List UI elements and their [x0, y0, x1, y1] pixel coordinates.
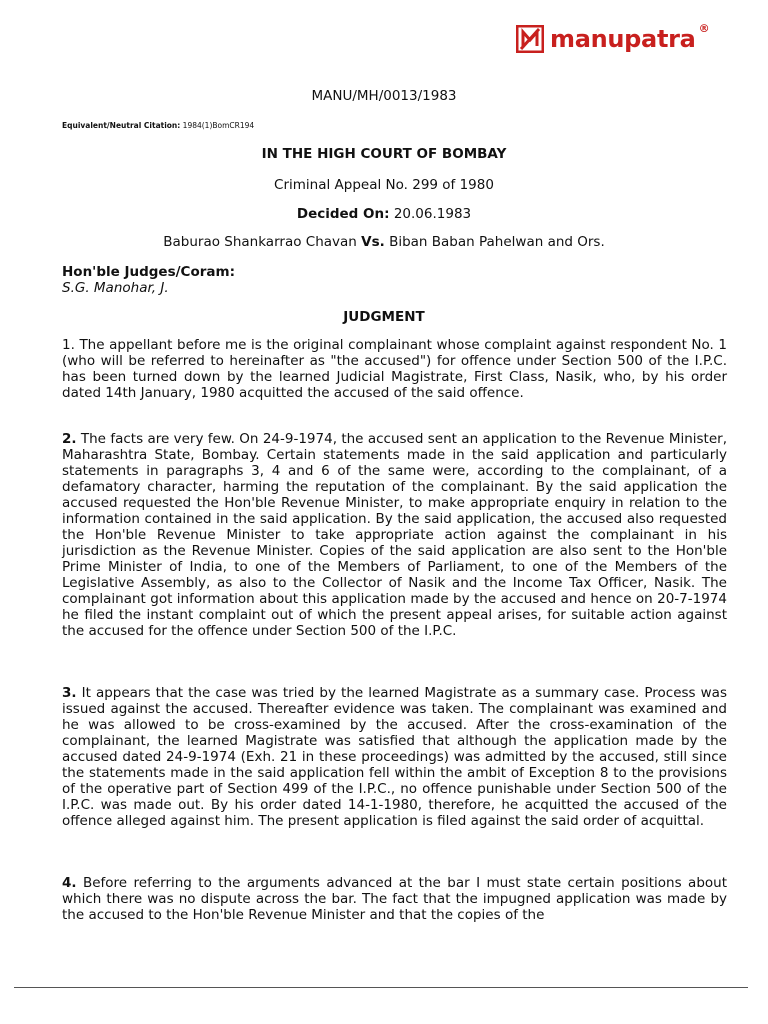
- paragraph-text: Before referring to the arguments advanced at the bar I must state certain positions about which there was no dispute across the bar. The fact that the impugned application was made by the accused to the Hon'ble Revenue Minister and that the copies of the: [62, 875, 727, 923]
- judgment-heading: JUDGMENT: [343, 309, 425, 325]
- citation-line: [62, 121, 254, 130]
- judges-heading: Hon'ble Judges/Coram:: [62, 264, 235, 280]
- appellant-name: Baburao Shankarrao Chavan: [163, 234, 357, 250]
- paragraph-text: 1. The appellant before me is the original complainant whose complaint against respondent No. 1 (who will be referred to hereinafter as "the accused") for offence under Section 500 of the I.P.C. has been turned down by the learned Judicial Magistrate, First Class, Nasik, who, by his order dated 14th January, 1980 acquitted the accused of the said offence.: [62, 337, 727, 401]
- paragraph-1: [62, 337, 727, 401]
- paragraph-text: The facts are very few. On 24-9-1974, the accused sent an application to the Revenue Minister, Maharashtra State, Bombay. Certain statements made in the said application and particularly statements in paragraphs 3, 4 and 6 of the same were, according to the complainant, of a defamatory character, harming the reputation of the complainant. By the said application the accused requested the Hon'ble Revenue Minister, to make appropriate enquiry in relation to the information contained in the said application. By the said application, the accused also requested the Hon'ble Revenue Minister to take appropriate action against the complainant in his jurisdiction as the Revenue Minister. Copies of the said application are also sent to the Hon'ble Prime Minister of India, to one of the Members of Parliament, to one of the Members of the Legislative Assembly, as also to the Collector of Nasik and the Income Tax Officer, Nasik. The complainant got information about this application made by the accused and hence on 20-7-1974 he filed the instant complaint out of which the present appeal arises, for suitable action against the accused for the offence under Section 500 of the I.P.C.: [62, 431, 727, 639]
- parties: [0, 234, 768, 250]
- decided-date: 20.06.1983: [393, 206, 472, 222]
- footer-divider: [14, 987, 748, 988]
- appeal-number: Criminal Appeal No. 299 of 1980: [274, 177, 494, 193]
- citation-label: Equivalent/Neutral Citation:: [62, 121, 181, 130]
- paragraph-number: 2.: [62, 431, 77, 447]
- manupatra-logo: [516, 22, 710, 56]
- logo-text: manupatra: [550, 25, 696, 53]
- decided-label: Decided On:: [296, 206, 390, 222]
- paragraph-number: 3.: [62, 685, 77, 701]
- paragraph-text: It appears that the case was tried by the learned Magistrate as a summary case. Process was issued against the accused. Thereafter evidence was taken. The complainant was examined and he was allowed to be cross-examined by the accused. After the cross-examination of the complainant, the learned Magistrate was satisfied that although the application made by the accused dated 24-9-1974 (Exh. 21 in these proceedings) was admitted by the accused, still since the statements made in the said application fell within the ambit of Exception 8 to the provisions of the operative part of Section 499 of the I.P.C., no offence punishable under Section 500 of the I.P.C. was made out. By his order dated 14-1-1980, therefore, he acquitted the accused of the offence alleged against him. The present application is filed against the said order of acquittal.: [62, 685, 727, 829]
- paragraph-2: [62, 431, 727, 639]
- manupatra-logo-icon: [516, 25, 544, 53]
- decided-on: [0, 206, 768, 222]
- citation-value: 1984(1)BomCR194: [182, 121, 255, 130]
- registered-mark: ®: [698, 22, 710, 35]
- respondent-name: Biban Baban Pahelwan and Ors.: [389, 234, 605, 250]
- manu-reference: MANU/MH/0013/1983: [311, 88, 457, 104]
- judge-name: S.G. Manohar, J.: [62, 280, 169, 296]
- court-name: IN THE HIGH COURT OF BOMBAY: [261, 146, 507, 162]
- paragraph-4: [62, 875, 727, 923]
- paragraph-number: 4.: [62, 875, 77, 891]
- versus-label: Vs.: [361, 234, 385, 250]
- paragraph-3: [62, 685, 727, 829]
